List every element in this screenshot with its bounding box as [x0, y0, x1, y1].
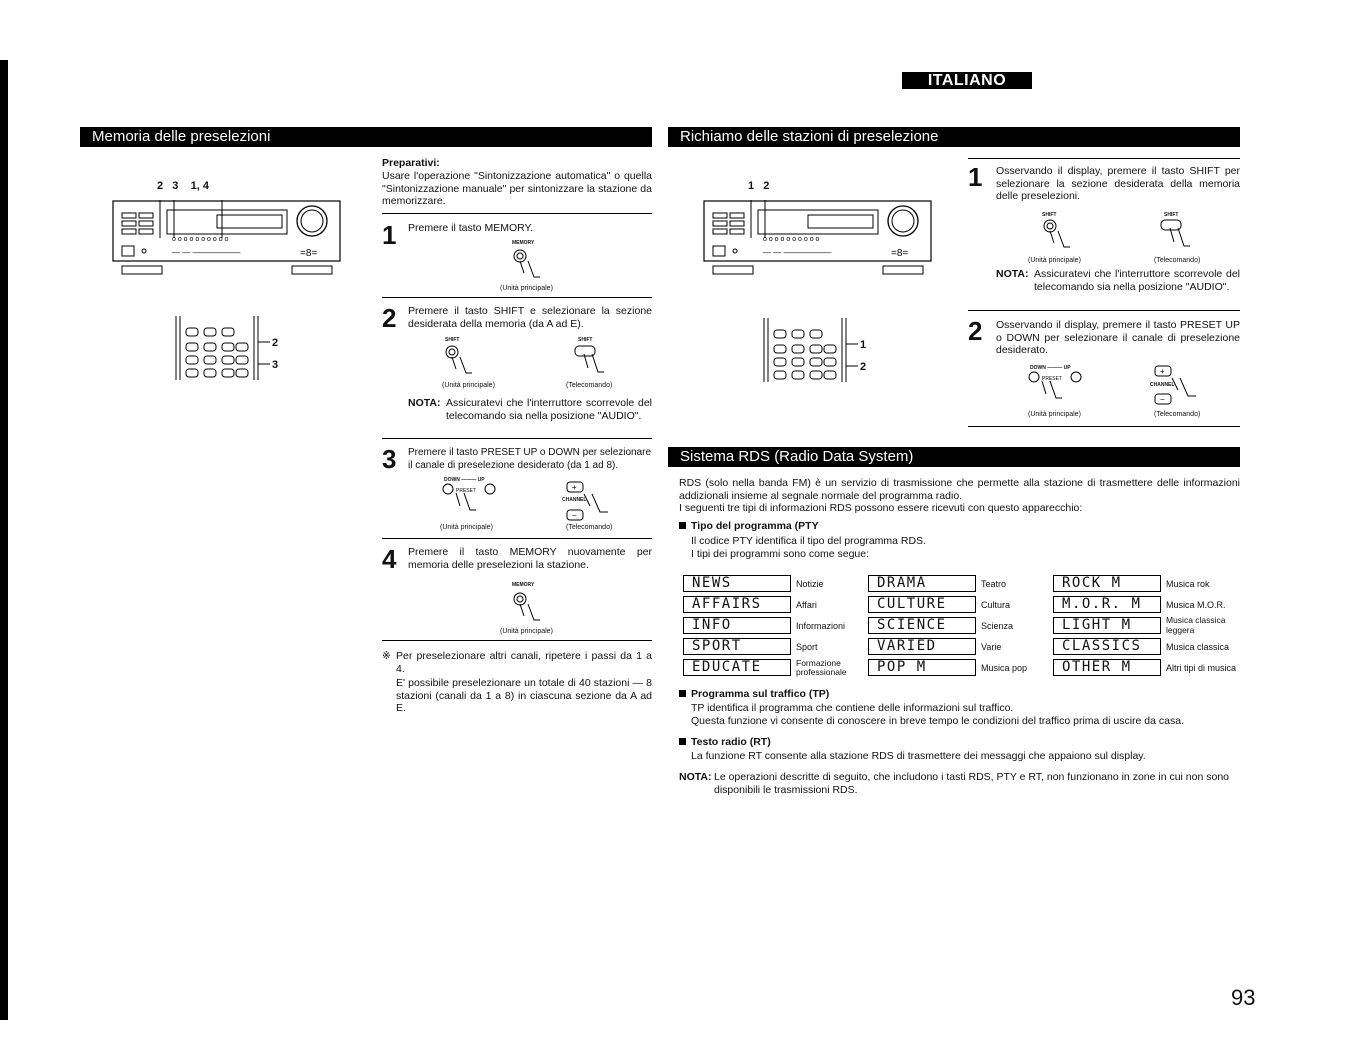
caption-remote: (Telecomando)	[1154, 411, 1201, 418]
receiver-front-panel-illustration	[703, 196, 933, 288]
tp-text-2: Questa funzione vi consente di conoscere in breve tempo le condizioni del traffico prima di uscire da casa.	[691, 715, 1184, 727]
step-number-2: 2	[382, 303, 397, 333]
caption-main-unit: (Unità principale)	[442, 382, 495, 389]
pty-display-sport: SPORT	[683, 638, 791, 655]
pty-display-classics: CLASSICS	[1053, 638, 1161, 655]
note-label: NOTA:	[679, 771, 712, 783]
pty-display-educate: EDUCATE	[683, 659, 791, 676]
prep-title: Preparativi:	[382, 157, 440, 169]
divider	[382, 538, 652, 539]
section-title-richiamo: Richiamo delle stazioni di preselezione	[668, 127, 1240, 147]
preset-label-main: DOWN ——— UP	[1030, 365, 1071, 371]
note-text: Assicuratevi che l'interruttore scorrevole del telecomando sia nella posizione "AUDIO".	[1034, 268, 1240, 293]
pty-display-science: SCIENCE	[868, 617, 976, 634]
pty-label: Notizie	[796, 579, 824, 589]
channel-label: CHANNEL	[562, 497, 587, 503]
step-number-4: 4	[382, 544, 397, 574]
step-number-1: 1	[968, 162, 983, 192]
step-text-1: Osservando il display, premere il tasto SHIFT per selezionare la sezione desiderata della memoria delle preselezioni.	[996, 165, 1240, 202]
section-title-memoria: Memoria delle preselezioni	[80, 127, 652, 147]
step-number-1: 1	[382, 220, 397, 250]
bullet-square	[679, 738, 686, 745]
note-text: Assicuratevi che l'interruttore scorrevole del telecomando sia nella posizione "AUDIO".	[446, 397, 652, 422]
binding-edge-bar	[0, 60, 8, 1020]
footnote-1: Per preselezionare altri canali, ripetere i passi da 1 a 4.	[396, 650, 652, 675]
pty-label: Teatro	[981, 579, 1007, 589]
rt-title: Testo radio (RT)	[691, 736, 771, 748]
pty-title: Tipo del programma (PTY	[691, 520, 819, 532]
page-number: 93	[1231, 985, 1256, 1010]
pty-label: Scienza	[981, 621, 1014, 631]
divider	[382, 438, 652, 439]
preset-up-down-button-icon	[442, 482, 502, 518]
svg-text:+: +	[1160, 367, 1165, 376]
pty-text-2: I tipi dei programmi sono come segue:	[691, 548, 870, 560]
remote-channel-button-icon	[1150, 364, 1200, 414]
remote-channel-button-icon	[562, 480, 612, 530]
pty-label: Varie	[981, 642, 1002, 652]
shift-label-main: SHIFT	[1042, 212, 1057, 218]
pty-text-1: Il codice PTY identifica il tipo del programma RDS.	[691, 535, 926, 547]
step-text-2: Premere il tasto SHIFT e selezionare la sezione desiderata della memoria (da A ad E).	[408, 305, 652, 330]
pty-display-mor-m: M.O.R. M	[1053, 596, 1161, 613]
pty-label: Musica pop	[981, 663, 1028, 673]
shift-button-press-icon	[442, 344, 482, 380]
divider	[382, 640, 652, 641]
caption-main-unit: (Unità principale)	[500, 628, 553, 635]
caption-main-unit: (Unità principale)	[1028, 411, 1081, 418]
svg-text:— — ——————: — — ——————	[763, 248, 832, 257]
shift-label-remote: SHIFT	[578, 337, 593, 343]
bullet-square	[679, 690, 686, 697]
svg-text:PRESET: PRESET	[1042, 376, 1063, 382]
pty-display-news: NEWS	[683, 575, 791, 592]
pty-label: Sport	[796, 642, 818, 652]
rt-text: La funzione RT consente alla stazione RDS di trasmettere dei messaggi che appaiono sul display.	[691, 750, 1146, 762]
note-label: NOTA:	[408, 397, 441, 409]
caption-main-unit: (Unità principale)	[440, 524, 493, 531]
callout-numbers-top: 1 2	[748, 180, 770, 192]
divider	[382, 297, 652, 298]
divider	[968, 310, 1240, 311]
svg-text:=8=: =8=	[300, 248, 318, 259]
svg-text:+: +	[572, 483, 577, 492]
note-label: NOTA:	[996, 268, 1029, 280]
step-text-3: Premere il tasto PRESET UP o DOWN per selezionare il canale di preselezione desiderato (da 1 ad 8).	[408, 447, 652, 471]
shift-button-press-icon	[1040, 218, 1080, 254]
step-number-3: 3	[382, 444, 397, 474]
rds-note-text: Le operazioni descritte di seguito, che includono i tasti RDS, PTY e RT, non funzionano in zone in cui non sono disponibili le trasmissioni RDS.	[714, 771, 1230, 796]
remote-control-illustration	[174, 316, 274, 382]
svg-text:PRESET: PRESET	[456, 488, 477, 494]
memory-button-press-icon	[508, 247, 548, 283]
footnote-2: E' possibile preselezionare un totale di 40 stazioni — 8 stazioni (canali da 1 a 8) in ciascuna sezione da A ad E.	[396, 677, 652, 714]
pty-display-info: INFO	[683, 617, 791, 634]
language-tab: ITALIANO	[902, 72, 1032, 89]
memory-button-label: MEMORY	[512, 240, 535, 246]
callout-side-2: 2	[272, 337, 279, 349]
prep-text: Usare l'operazione "Sintonizzazione automatica" o quella "Sintonizzazione manuale" per sintonizzare la stazione da memorizzare.	[382, 170, 652, 207]
svg-text:o o o o o o o o o o: o o o o o o o o o o	[763, 236, 820, 243]
pty-display-rock-m: ROCK M	[1053, 575, 1161, 592]
svg-text:— — ——————: — — ——————	[172, 248, 241, 257]
tp-title: Programma sul traffico (TP)	[691, 688, 830, 700]
divider	[382, 213, 652, 214]
channel-label: CHANNEL	[1150, 382, 1175, 388]
remote-shift-button-icon	[572, 344, 612, 380]
pty-label: Musica rok	[1166, 579, 1210, 589]
divider	[968, 426, 1240, 427]
caption-remote: (Telecomando)	[1154, 257, 1201, 264]
preset-label-main: DOWN ——— UP	[444, 477, 485, 483]
pty-label: Musica classica leggera	[1166, 615, 1226, 635]
step-text-4: Premere il tasto MEMORY nuovamente per memoria delle preselezioni la stazione.	[408, 546, 652, 571]
callout-side-3: 3	[272, 359, 279, 371]
svg-text:−: −	[572, 511, 577, 520]
pty-display-light-m: LIGHT M	[1053, 617, 1161, 634]
divider	[968, 158, 1240, 159]
pty-label: Musica classica	[1166, 642, 1230, 652]
caption-remote: (Telecomando)	[566, 524, 613, 531]
svg-text:o o o o o o o o o o: o o o o o o o o o o	[172, 236, 229, 243]
memory-button-press-icon	[508, 590, 548, 626]
receiver-front-panel-illustration	[112, 196, 342, 288]
pty-display-drama: DRAMA	[868, 575, 976, 592]
remote-shift-button-icon	[1158, 218, 1198, 254]
section-title-rds: Sistema RDS (Radio Data System)	[668, 447, 1240, 467]
svg-text:=8=: =8=	[891, 248, 909, 259]
rds-intro-1: RDS (solo nella banda FM) è un servizio di trasmissione che permette alla stazione di trasmettere delle informazioni addizionali insieme al segnale normale del programma radio.	[679, 477, 1240, 502]
preset-up-down-button-icon	[1028, 370, 1088, 406]
pty-display-affairs: AFFAIRS	[683, 596, 791, 613]
pty-label: Musica M.O.R.	[1166, 600, 1226, 610]
rds-intro-2: I seguenti tre tipi di informazioni RDS possono essere ricevuti con questo apparecchio:	[679, 502, 1083, 514]
caption-remote: (Telecomando)	[566, 382, 613, 389]
pty-label: Formazione professionale	[796, 658, 847, 677]
pty-display-varied: VARIED	[868, 638, 976, 655]
bullet-square	[679, 522, 686, 529]
pty-label: Cultura	[981, 600, 1011, 610]
pty-display-pop-m: POP M	[868, 659, 976, 676]
footnote-mark: ※	[382, 650, 391, 662]
caption-main-unit: (Unità principale)	[500, 285, 553, 292]
pty-label: Altri tipi di musica	[1166, 663, 1237, 673]
caption-main-unit: (Unità principale)	[1028, 257, 1081, 264]
callout-side-2: 2	[860, 361, 867, 373]
pty-label: Informazioni	[796, 621, 846, 631]
shift-label-main: SHIFT	[445, 337, 460, 343]
pty-display-culture: CULTURE	[868, 596, 976, 613]
step-text-1: Premere il tasto MEMORY.	[408, 222, 534, 234]
shift-label-remote: SHIFT	[1164, 212, 1179, 218]
svg-text:−: −	[1160, 395, 1165, 404]
pty-label: Affari	[796, 600, 817, 610]
step-text-2: Osservando il display, premere il tasto PRESET UP o DOWN per selezionare il canale di preselezione desiderato.	[996, 319, 1240, 356]
memory-button-label: MEMORY	[512, 582, 535, 588]
callout-side-1: 1	[860, 339, 867, 351]
pty-display-other-m: OTHER M	[1053, 659, 1161, 676]
tp-text-1: TP identifica il programma che contiene delle informazioni sul traffico.	[691, 702, 1014, 714]
remote-control-illustration	[762, 318, 862, 384]
step-number-2: 2	[968, 316, 983, 346]
callout-numbers-top: 2 3 1, 4	[157, 180, 209, 192]
